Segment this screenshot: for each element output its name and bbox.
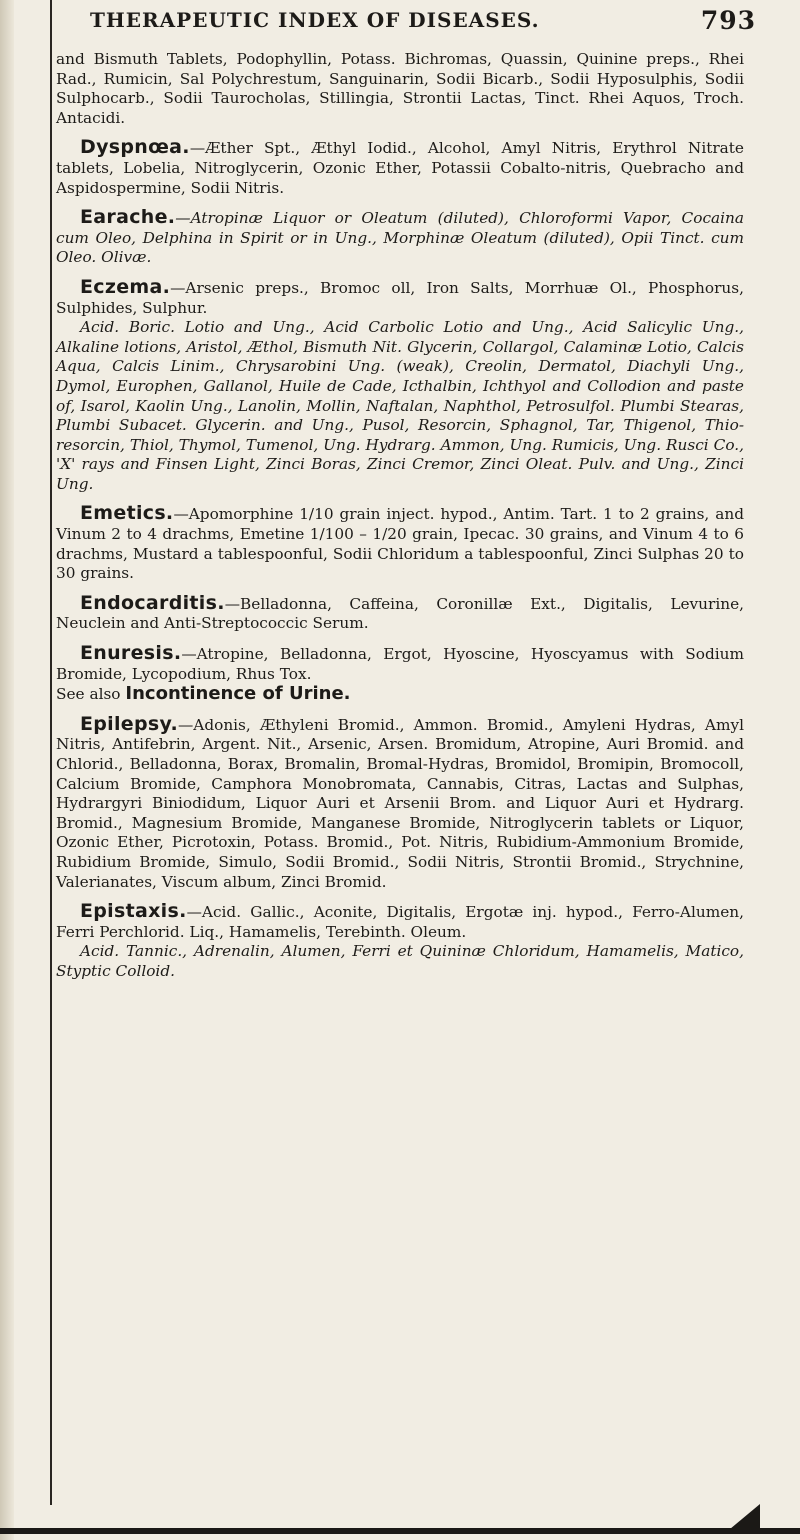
header-title: THERAPEUTIC INDEX OF DISEASES. — [90, 8, 540, 32]
index-body — [56, 50, 744, 992]
margin-rule — [50, 0, 52, 1505]
entry-term: Dyspnœa. — [80, 136, 190, 159]
entry-term: Endocarditis. — [80, 591, 225, 614]
entry-eczema — [56, 275, 744, 495]
entry-earache — [56, 208, 744, 268]
entry-term: Epistaxis. — [80, 900, 187, 923]
entry-term: Epilepsy. — [80, 712, 178, 735]
entry-term: Emetics. — [80, 502, 174, 525]
entry-text: —Atropine, Belladonna, Ergot, Hyoscine, Hyoscyamus with Sodium Bromide, Lycopodium, Rhus Tox. — [56, 645, 744, 683]
entry-local-remedies: Acid. Boric. Lotio and Ung., Acid Carbolic Lotio and Ung., Acid Salicylic Ung., Alkaline lotions, Aristol, Æthol, Bismuth Nit. Glycerin, Collargol, Calaminæ Lotio, Calcis Aqua, Calcis Linim., Chrysarobini Ung. (weak), Creolin, Dermatol, Diachyli Ung., Dymol, Europhen, Gallanol, Huile de Cade, Icthalbin, Ichthyol and Collodion and paste of, Isarol, Kaolin Ung., Lanolin, Mollin, Naftalan, Naphthol, Petrosulfol. Plumbi Stearas, Plumbi Subacet. Glycerin. and Ung., Pusol, Resorcin, Sphagnol, Tar, Thigenol, Thio-resorcin, Thiol, Thymol, Tumenol, Ung. Hydrarg. Ammon, Ung. Rumicis, Ung. Rusci Co., 'X' rays and Finsen Light, Zinci Boras, Zinci Cremor, Zinci Oleat. Pulv. and Ung., Zinci Ung. — [56, 318, 744, 493]
continuation-entry — [56, 50, 744, 128]
entry-dyspnoea — [56, 138, 744, 198]
entry-italic-text: —Atropinæ Liquor or Oleatum (diluted), Chloroformi Vapor, Cocaina cum Oleo, Delphina in Spirit or in Ung., Morphinæ Oleatum (diluted), Opii Tinct. cum Oleo. Olivæ. — [56, 209, 744, 267]
entry-epilepsy — [56, 712, 744, 892]
entry-emetics — [56, 504, 744, 583]
entry-text: —Belladonna, Caffeina, Coronillæ Ext., Digitalis, Levurine, Neuclein and Anti-Streptococcic Serum. — [56, 594, 744, 633]
entry-text: —Æther Spt., Æthyl Iodid., Alcohol, Amyl Nitris, Erythrol Nitrate tablets, Lobelia, Nitroglycerin, Ozonic Ether, Potassii Cobalto-nitris, Quebracho and Aspidospermine, Sodii Nitris. — [56, 139, 744, 197]
entry-text: —Arsenic preps., Bromoc oll, Iron Salts, Morrhuæ Ol., Phosphorus, Sulphides, Sulphur. — [56, 278, 744, 317]
entry-epistaxis — [56, 902, 744, 981]
entry-local-remedies: Acid. Tannic., Adrenalin, Alumen, Ferri et Quininæ Chloridum, Hamamelis, Matico, Styptic Colloid. — [56, 942, 744, 980]
page-spine-shadow — [0, 0, 14, 1540]
page-corner-mark — [724, 1504, 760, 1534]
page-number: 793 — [700, 6, 756, 35]
entry-endocarditis — [56, 591, 744, 634]
entry-term: Enuresis. — [80, 642, 182, 665]
entry-text: —Acid. Gallic., Aconite, Digitalis, Ergotæ inj. hypod., Ferro-Alumen, Ferri Perchlorid. Liq., Hamamelis, Terebinth. Oleum. — [56, 903, 744, 941]
entry-text: —Adonis, Æthyleni Bromid., Ammon. Bromid., Amyleni Hydras, Amyl Nitris, Antifebrin, Argent. Nit., Arsenic, Arsen. Bromidum, Atropine, Auri Bromid. and Chlorid., Belladonna, Borax, Bromalin, Bromal-Hydras, Bromidol, Bromipin, Bromocoll, Calcium Bromide, Camphora Monobromata, Cannabis, Citras, Lactas and Sulphas, Hydrargyri Biniodidum, Liquor Auri et Arsenii Brom. and Liquor Auri et Hydrarg. Bromid., Magnesium Bromide, Manganese Bromide, Nitroglycerin tablets or Liquor, Ozonic Ether, Picrotoxin, Potass. Bromid., Pot. Nitris, Rubidium-Ammonium Bromide, Rubidium Bromide, Simulo, Sodii Bromid., Sodii Nitris, Strontii Bromid., Strychnine, Valerianates, Viscum album, Zinci Bromid. — [56, 715, 744, 891]
see-also-prefix: See also — [56, 685, 126, 704]
bottom-rule — [0, 1528, 800, 1534]
entry-term: Earache. — [80, 206, 176, 229]
entry-term: Eczema. — [80, 275, 171, 298]
see-also-term: Incontinence of Urine. — [125, 683, 351, 705]
entry-text: —Apomorphine 1/10 grain inject. hypod., Antim. Tart. 1 to 2 grains, and Vinum 2 to 4 drachms, Emetine 1/100 – 1/20 grain, Ipecac. 30 grains, and Vinum 4 to 6 drachms, Mustard a tablespoonful, Sodii Chloridum a tablespoonful, Zinci Sulphas 20 to 30 grains. — [56, 505, 744, 583]
running-header — [90, 6, 770, 35]
entry-enuresis — [56, 644, 744, 705]
continuation-text: and Bismuth Tablets, Podophyllin, Potass. Bichromas, Quassin, Quinine preps., Rhei Rad., Rumicin, Sal Polychrestum, Sanguinarin, Sodii Bicarb., Sodii Hyposulphis, Sodii Sulphocarb., Sodii Taurocholas, Stillingia, Strontii Lactas, Tinct. Rhei Aquos, Troch. Antacidi. — [56, 50, 744, 127]
